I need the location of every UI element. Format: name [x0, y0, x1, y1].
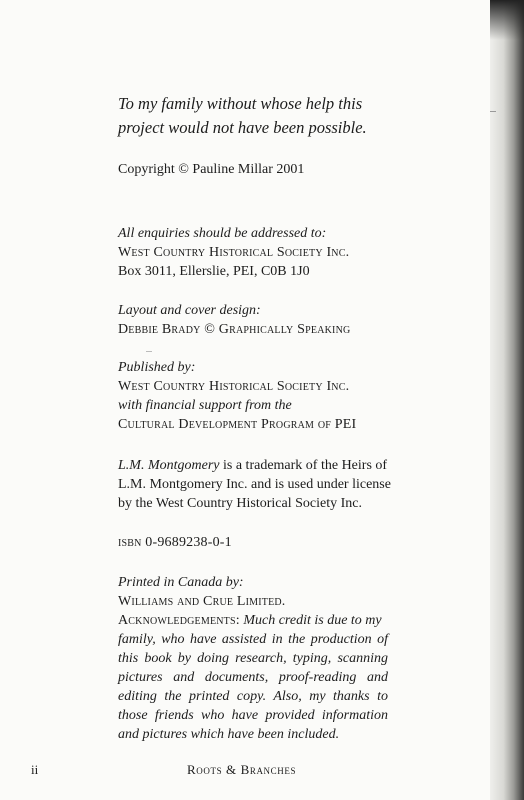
isbn-number: isbn 0-9689238-0-1 [118, 535, 232, 550]
publisher-program: Cultural Development Program of PEI [118, 417, 357, 432]
acknowledgements-line-6: those friends who have provided information [118, 708, 388, 723]
trademark-block [118, 456, 490, 513]
trademark-line-1 [118, 456, 490, 475]
publisher-support: with financial support from the [118, 398, 292, 413]
enquiries-address: Box 3011, Ellerslie, PEI, C0B 1J0 [118, 264, 310, 279]
enquiries-block [118, 224, 490, 281]
publisher-heading: Published by: [118, 360, 196, 375]
page-number: ii [31, 762, 39, 777]
margin-mark [490, 111, 496, 112]
printer-heading: Printed in Canada by: [118, 575, 244, 590]
dedication-line-1: To my family without whose help this [118, 94, 363, 113]
acknowledgements-block [118, 611, 388, 744]
copyright-block [118, 160, 490, 179]
layout-heading: Layout and cover design: [118, 303, 261, 318]
acknowledgements-line-4: pictures and documents, proof-reading and [118, 670, 388, 685]
page-gutter-shadow [490, 0, 524, 800]
running-title: Roots & Branches [187, 762, 297, 777]
acknowledgements-line-3: this book by doing research, typing, scanning [118, 651, 388, 666]
copyright-notice: Copyright © Pauline Millar 2001 [118, 162, 305, 177]
isbn-block [118, 533, 490, 552]
printer-name: Williams and Crue Limited. [118, 594, 286, 609]
trademark-line-3: by the West Country Historical Society Inc. [118, 496, 362, 511]
acknowledgements-line-7: and pictures which have been included. [118, 727, 340, 742]
acknowledgements-label: Acknowledgements: [118, 613, 240, 628]
publisher-name: West Country Historical Society Inc. [118, 379, 350, 394]
acknowledgements-line-1-rest: Much credit is due to my [239, 613, 382, 628]
layout-credit: Debbie Brady © Graphically Speaking [118, 322, 351, 337]
trademark-line-2: L.M. Montgomery Inc. and is used under license [118, 477, 391, 492]
dedication [118, 92, 490, 140]
trademark-name: L.M. Montgomery [118, 458, 220, 473]
acknowledgements-line-5: editing the printed copy. Also, my thanks to [118, 689, 388, 704]
acknowledgements-line-2: family, who have assisted in the production of [118, 632, 388, 647]
stray-mark [146, 351, 152, 352]
page-corner-shadow [490, 0, 524, 40]
printer-block [118, 573, 490, 611]
acknowledgements-line-1 [118, 611, 388, 630]
dedication-line-2: project would not have been possible. [118, 118, 367, 137]
publisher-block [118, 358, 490, 434]
trademark-line-1-rest: is a trademark of the Heirs of [219, 458, 388, 473]
enquiries-society-name: West Country Historical Society Inc. [118, 245, 350, 260]
enquiries-heading: All enquiries should be addressed to: [118, 226, 327, 241]
layout-block [118, 301, 490, 339]
